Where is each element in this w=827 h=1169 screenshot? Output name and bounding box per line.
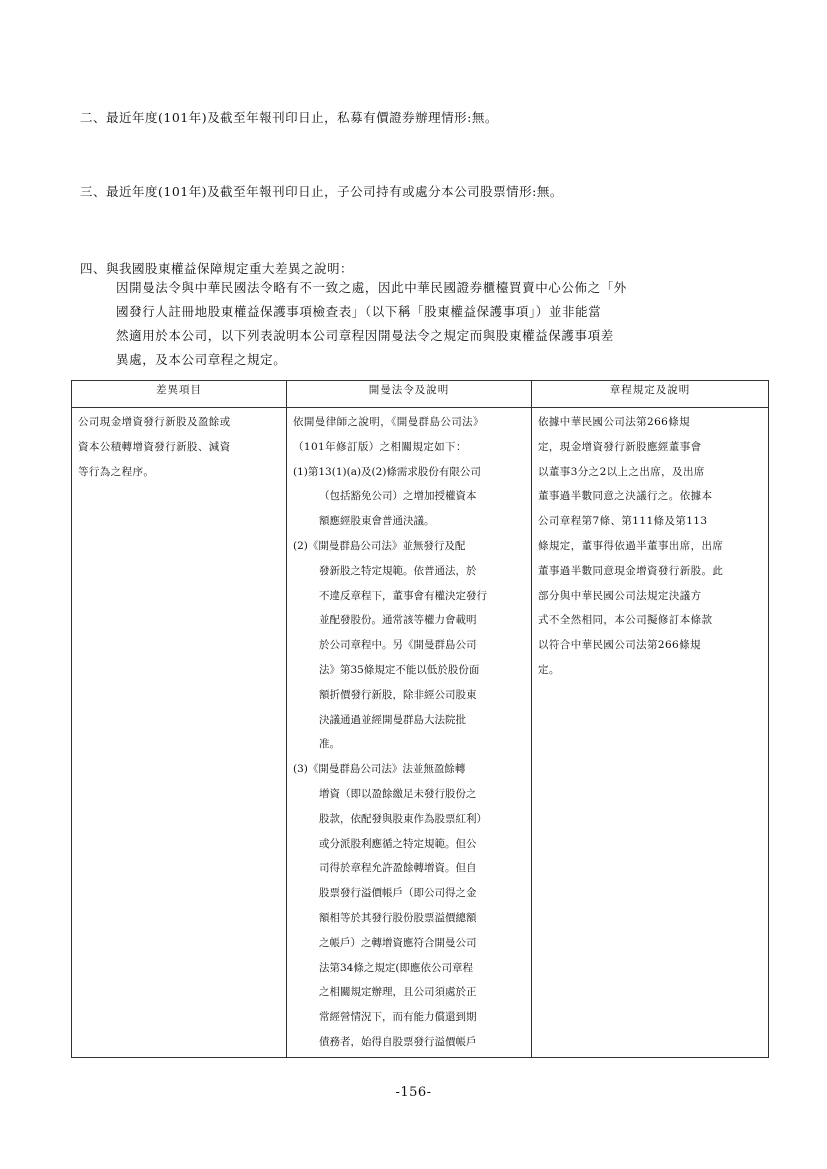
item-line: 增資（即以盈餘繳足未發行股份之 (319, 787, 477, 800)
cell-cayman-law (287, 408, 532, 1058)
cell-line: 式不全然相同，本公司擬修訂本條款 (538, 614, 713, 627)
section-two-private-placement: 二、最近年度(101年)及截至年報刊印日止，私募有價證券辦理情形:無。 (80, 110, 498, 125)
item-line: 不違反章程下，董事會有權決定發行 (319, 589, 487, 602)
item-line: (2)《開曼群島公司法》並無發行及配 (293, 539, 466, 552)
cell-line: 公司現金增資發行新股及盈餘或 (78, 416, 231, 428)
intro-line: 因開曼法令與中華民國法令略有不一致之處，因此中華民國證券櫃檯買賣中心公佈之「外 (116, 280, 627, 295)
header-cayman-law: 開曼法令及說明 (287, 381, 532, 408)
intro-line: 國發行人註冊地股東權益保護事項檢查表」（以下稱「股東權益保護事項」）並非能當 (116, 304, 602, 319)
cell-line: 資本公積轉增資發行新股、減資 (78, 440, 231, 453)
item-line: （包括豁免公司）之增加授權資本 (319, 490, 477, 503)
cell-line: 依開曼律師之說明，《開曼群島公司法》 (293, 416, 484, 428)
item-line: 股票發行溢價帳戶（即公司得之金 (319, 887, 477, 900)
intro-line: 異處，及本公司章程之規定。 (116, 352, 287, 367)
section-four-heading: 四、與我國股東權益保障規定重大差異之說明： (80, 261, 354, 276)
cell-line: 以董事3分之2以上之出席，及出席 (538, 465, 705, 478)
item-line: 額折價發行新股，除非經公司股東 (319, 688, 477, 701)
cell-difference-item (72, 408, 287, 1058)
law-item-2 (293, 534, 525, 757)
item-line: (1)第13(1)(a)及(2)條需求股份有限公司 (293, 465, 481, 478)
law-item-3 (293, 757, 525, 1055)
cell-line: 等行為之程序。 (78, 465, 155, 478)
section-three-subsidiary-holdings: 三、最近年度(101年)及截至年報刊印日止，子公司持有或處分本公司股票情形:無。 (80, 184, 563, 199)
cell-line: 條規定，董事得依過半董事出席，出席 (538, 539, 724, 552)
intro-line: 然適用於本公司，以下列表說明本公司章程因開曼法令之規定而與股東權益保護事項差 (116, 328, 614, 343)
item-line: 於公司章程中。另《開曼群島公司 (319, 639, 477, 652)
cell-line: 定，現金增資發行新股應經董事會 (538, 440, 702, 453)
item-line: 之相關規定辦理，且公司須處於正 (319, 986, 477, 999)
table-header-row (72, 381, 769, 408)
item-line: 常經營情況下，而有能力償還到期 (319, 1011, 477, 1024)
item-line: 准。 (319, 738, 340, 751)
cell-line: 定。 (538, 663, 560, 676)
cell-line: 依據中華民國公司法第266條規 (538, 416, 691, 428)
cell-line: 公司章程第7條、第111條及第113 (538, 515, 708, 528)
table-row (72, 408, 769, 1058)
item-line: 額應經股東會普通決議。 (319, 515, 435, 528)
cell-line: 董事過半數同意現金增資發行新股。此 (538, 564, 724, 577)
item-line: 司得於章程允許盈餘轉增資。但自 (319, 862, 477, 875)
item-line: 發新股之特定規範。依普通法，於 (319, 564, 477, 577)
item-line: 債務者，始得自股票發行溢價帳戶 (319, 1035, 477, 1048)
item-line: 或分派股利應循之特定規範。但公 (319, 837, 477, 850)
differences-table (71, 380, 769, 1058)
header-difference-item: 差異項目 (72, 381, 287, 408)
header-articles-provision: 章程規定及說明 (532, 381, 769, 408)
cell-line: 董事過半數同意之決議行之。依據本 (538, 490, 713, 503)
cell-line: 部分與中華民國公司法規定決議方 (538, 589, 702, 602)
item-line: 股款，依配發與股東作為股票紅利） (319, 812, 487, 825)
item-line: (3)《開曼群島公司法》法並無盈餘轉 (293, 763, 466, 776)
section-four-intro (116, 276, 756, 372)
cell-line: （101年修訂版）之相關規定如下： (293, 440, 467, 453)
item-line: 法》第35條規定不能以低於股份面 (319, 663, 480, 676)
item-line: 額相等於其發行股份股票溢價總額 (319, 911, 477, 924)
item-line: 法第34條之規定(即應依公司章程 (319, 961, 473, 974)
cell-line: 以符合中華民國公司法第266條規 (538, 639, 701, 652)
law-item-1 (293, 460, 525, 534)
item-line: 之帳戶）之轉增資應符合開曼公司 (319, 936, 477, 949)
item-line: 決議通過並經開曼群島大法院批 (319, 713, 466, 726)
item-line: 並配發股份。通常該等權力會載明 (319, 614, 477, 627)
page-number: -156- (395, 1085, 432, 1100)
cell-articles-provision (532, 408, 769, 1058)
